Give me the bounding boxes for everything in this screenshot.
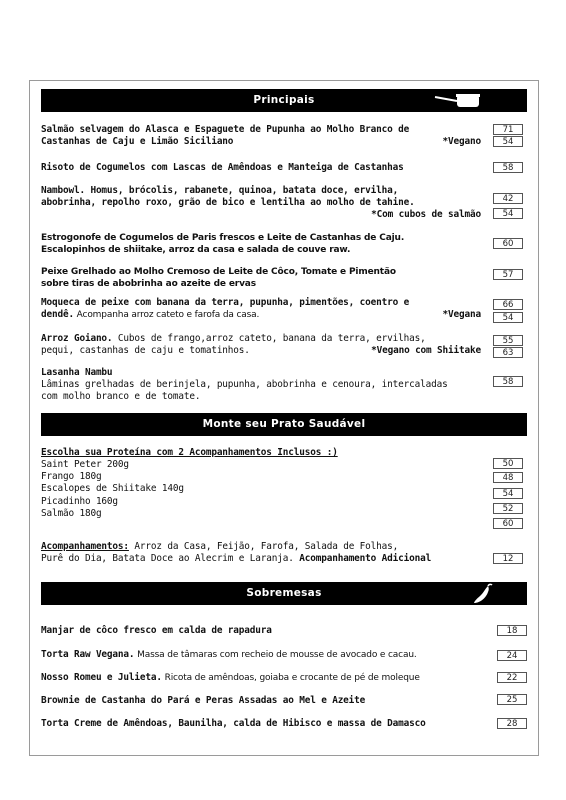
section-title: Monte seu Prato Saudável xyxy=(202,418,366,430)
menu-page xyxy=(29,80,539,756)
price: 57 xyxy=(493,269,523,280)
list-item: Frango 180g xyxy=(41,471,102,483)
protein-heading: Escolha sua Proteína com 2 Acompanhamentos Inclusos :) xyxy=(41,447,338,458)
menu-item: Moqueca de peixe com banana da terra, pupunha, pimentões, coentro e dendê. Acompanha arroz cateto e farofa da casa. *Vegana xyxy=(41,297,481,321)
menu-item: Arroz Goiano. Cubos de frango,arroz cateto, banana da terra, ervilhas, pequi, castanhas de caju e tomatinhos. *Vegano com Shiitake xyxy=(41,333,481,357)
price: 66 xyxy=(493,299,523,310)
saucepan-icon xyxy=(433,90,483,111)
menu-item: Nambowl. Homus, brócolis, rabanete, quinoa, batata doce, ervilha, abobrinha, repolho roxo, grão de bico e lentilha ao molho de tahine. *Com cubos de salmão xyxy=(41,185,481,221)
list-item: Escalopes de Shiitake 140g xyxy=(41,483,184,495)
price: 22 xyxy=(497,672,527,683)
list-item: Salmão 180g xyxy=(41,507,102,519)
section-title: Sobremesas xyxy=(246,587,322,599)
dessert-item: Torta Raw Vegana. Massa de tâmaras com recheio de mousse de avocado e cacau. xyxy=(41,649,417,660)
dessert-item: Manjar de côco fresco em calda de rapadura xyxy=(41,625,272,636)
section-header-principais xyxy=(41,89,527,112)
dessert-item: Torta Creme de Amêndoas, Baunilha, calda de Hibisco e massa de Damasco xyxy=(41,718,426,729)
price: 12 xyxy=(493,553,523,564)
price: 42 xyxy=(493,193,523,204)
section-header-monte xyxy=(41,413,527,436)
menu-item: Peixe Grelhado ao Molho Cremoso de Leite de Côco, Tomate e Pimentão sobre tiras de abobrinha ao azeite de ervas xyxy=(41,267,396,290)
price: 54 xyxy=(493,488,523,499)
price: 54 xyxy=(493,312,523,323)
sides-text: Acompanhamentos: Arroz da Casa, Feijão, Farofa, Salada de Folhas, Purê do Dia, Batata Doce ao Alecrim e Laranja. Acompanhamento Adicional xyxy=(41,541,432,565)
menu-item: Estrogonofe de Cogumelos de Paris frescos e Leite de Castanhas de Caju. Escalopinhos de shiitake, arroz da casa e salada de couve raw. xyxy=(41,233,405,256)
price: 58 xyxy=(493,376,523,387)
price: 24 xyxy=(497,650,527,661)
protein-list xyxy=(41,459,481,520)
section-title: Principais xyxy=(253,94,315,106)
price: 25 xyxy=(497,694,527,705)
price: 58 xyxy=(493,162,523,173)
chili-pepper-icon xyxy=(471,583,495,605)
list-item: Saint Peter 200g xyxy=(41,459,129,470)
price: 52 xyxy=(493,503,523,514)
price: 60 xyxy=(493,518,523,529)
price: 54 xyxy=(493,208,523,219)
price: 55 xyxy=(493,335,523,346)
price: 60 xyxy=(493,238,523,249)
price: 54 xyxy=(493,136,523,147)
section-header-sobremesas xyxy=(41,582,527,605)
menu-item: Salmão selvagem do Alasca e Espaguete de Pupunha ao Molho Branco de Castanhas de Caju e Limão Siciliano *Vegano xyxy=(41,124,481,148)
price: 18 xyxy=(497,625,527,636)
price: 71 xyxy=(493,124,523,135)
menu-item: Risoto de Cogumelos com Lascas de Amêndoas e Manteiga de Castanhas xyxy=(41,162,404,173)
dessert-item: Brownie de Castanha do Pará e Peras Assadas ao Mel e Azeite xyxy=(41,695,366,706)
list-item: Picadinho 160g xyxy=(41,495,118,507)
dessert-item: Nosso Romeu e Julieta. Ricota de amêndoas, goiaba e crocante de pé de moleque xyxy=(41,672,420,683)
price: 28 xyxy=(497,718,527,729)
price: 63 xyxy=(493,347,523,358)
menu-item: Lasanha Nambu Lâminas grelhadas de berinjela, pupunha, abobrinha e cenoura, intercaladas com molho branco e de tomate. xyxy=(41,367,448,403)
price: 48 xyxy=(493,472,523,483)
price: 50 xyxy=(493,458,523,469)
